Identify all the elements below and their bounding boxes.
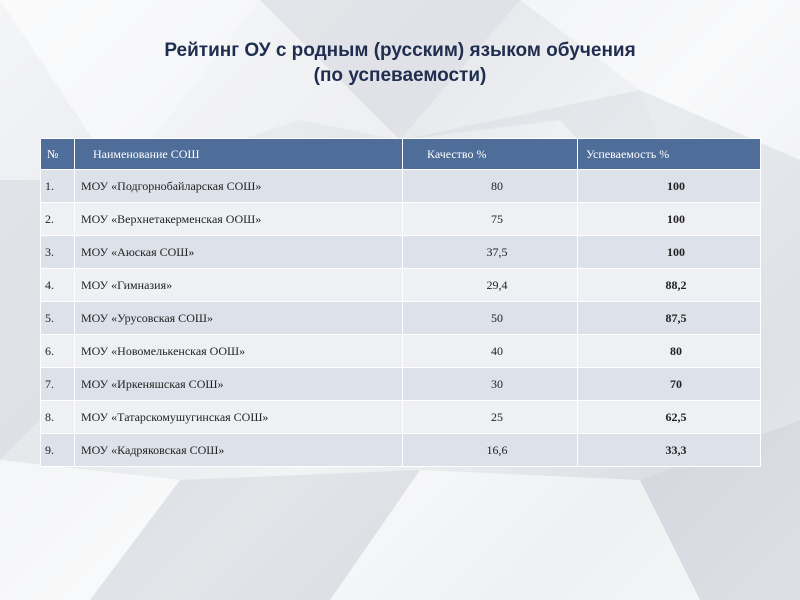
row-number: 5.	[41, 302, 75, 335]
quality-value: 30	[403, 368, 578, 401]
success-value: 87,5	[578, 302, 761, 335]
quality-value: 25	[403, 401, 578, 434]
row-number: 6.	[41, 335, 75, 368]
quality-value: 16,6	[403, 434, 578, 467]
row-number: 1.	[41, 170, 75, 203]
row-number: 8.	[41, 401, 75, 434]
quality-value: 29,4	[403, 269, 578, 302]
table-row	[41, 368, 761, 401]
school-name: МОУ «Урусовская СОШ»	[75, 302, 403, 335]
success-value: 100	[578, 203, 761, 236]
success-value: 80	[578, 335, 761, 368]
row-number: 3.	[41, 236, 75, 269]
table-row	[41, 434, 761, 467]
school-name: МОУ «Татарскомушугинская СОШ»	[75, 401, 403, 434]
header-success-rate: Успеваемость %	[578, 139, 761, 170]
table-row	[41, 203, 761, 236]
quality-value: 37,5	[403, 236, 578, 269]
header-quality: Качество %	[403, 139, 578, 170]
quality-value: 75	[403, 203, 578, 236]
school-name: МОУ «Аюская СОШ»	[75, 236, 403, 269]
table-row	[41, 170, 761, 203]
table-row	[41, 236, 761, 269]
table-header-row	[41, 139, 761, 170]
header-number: №	[41, 139, 75, 170]
school-name: МОУ «Новомелькенская ООШ»	[75, 335, 403, 368]
school-name: МОУ «Гимназия»	[75, 269, 403, 302]
row-number: 2.	[41, 203, 75, 236]
quality-value: 80	[403, 170, 578, 203]
success-value: 62,5	[578, 401, 761, 434]
table-row	[41, 269, 761, 302]
school-name: МОУ «Подгорнобайларская СОШ»	[75, 170, 403, 203]
slide-title-line1: Рейтинг ОУ с родным (русским) языком обучения	[164, 40, 636, 61]
success-value: 33,3	[578, 434, 761, 467]
school-name: МОУ «Иркеняшская СОШ»	[75, 368, 403, 401]
slide-title	[0, 38, 800, 88]
success-value: 70	[578, 368, 761, 401]
row-number: 4.	[41, 269, 75, 302]
quality-value: 40	[403, 335, 578, 368]
row-number: 7.	[41, 368, 75, 401]
table-row	[41, 335, 761, 368]
success-value: 100	[578, 236, 761, 269]
success-value: 100	[578, 170, 761, 203]
success-value: 88,2	[578, 269, 761, 302]
rating-table	[40, 138, 761, 467]
school-name: МОУ «Верхнетакерменская ООШ»	[75, 203, 403, 236]
table-row	[41, 401, 761, 434]
school-name: МОУ «Кадряковская СОШ»	[75, 434, 403, 467]
quality-value: 50	[403, 302, 578, 335]
row-number: 9.	[41, 434, 75, 467]
slide-title-line2: (по успеваемости)	[313, 65, 487, 86]
header-school-name: Наименование СОШ	[75, 139, 403, 170]
table-row	[41, 302, 761, 335]
